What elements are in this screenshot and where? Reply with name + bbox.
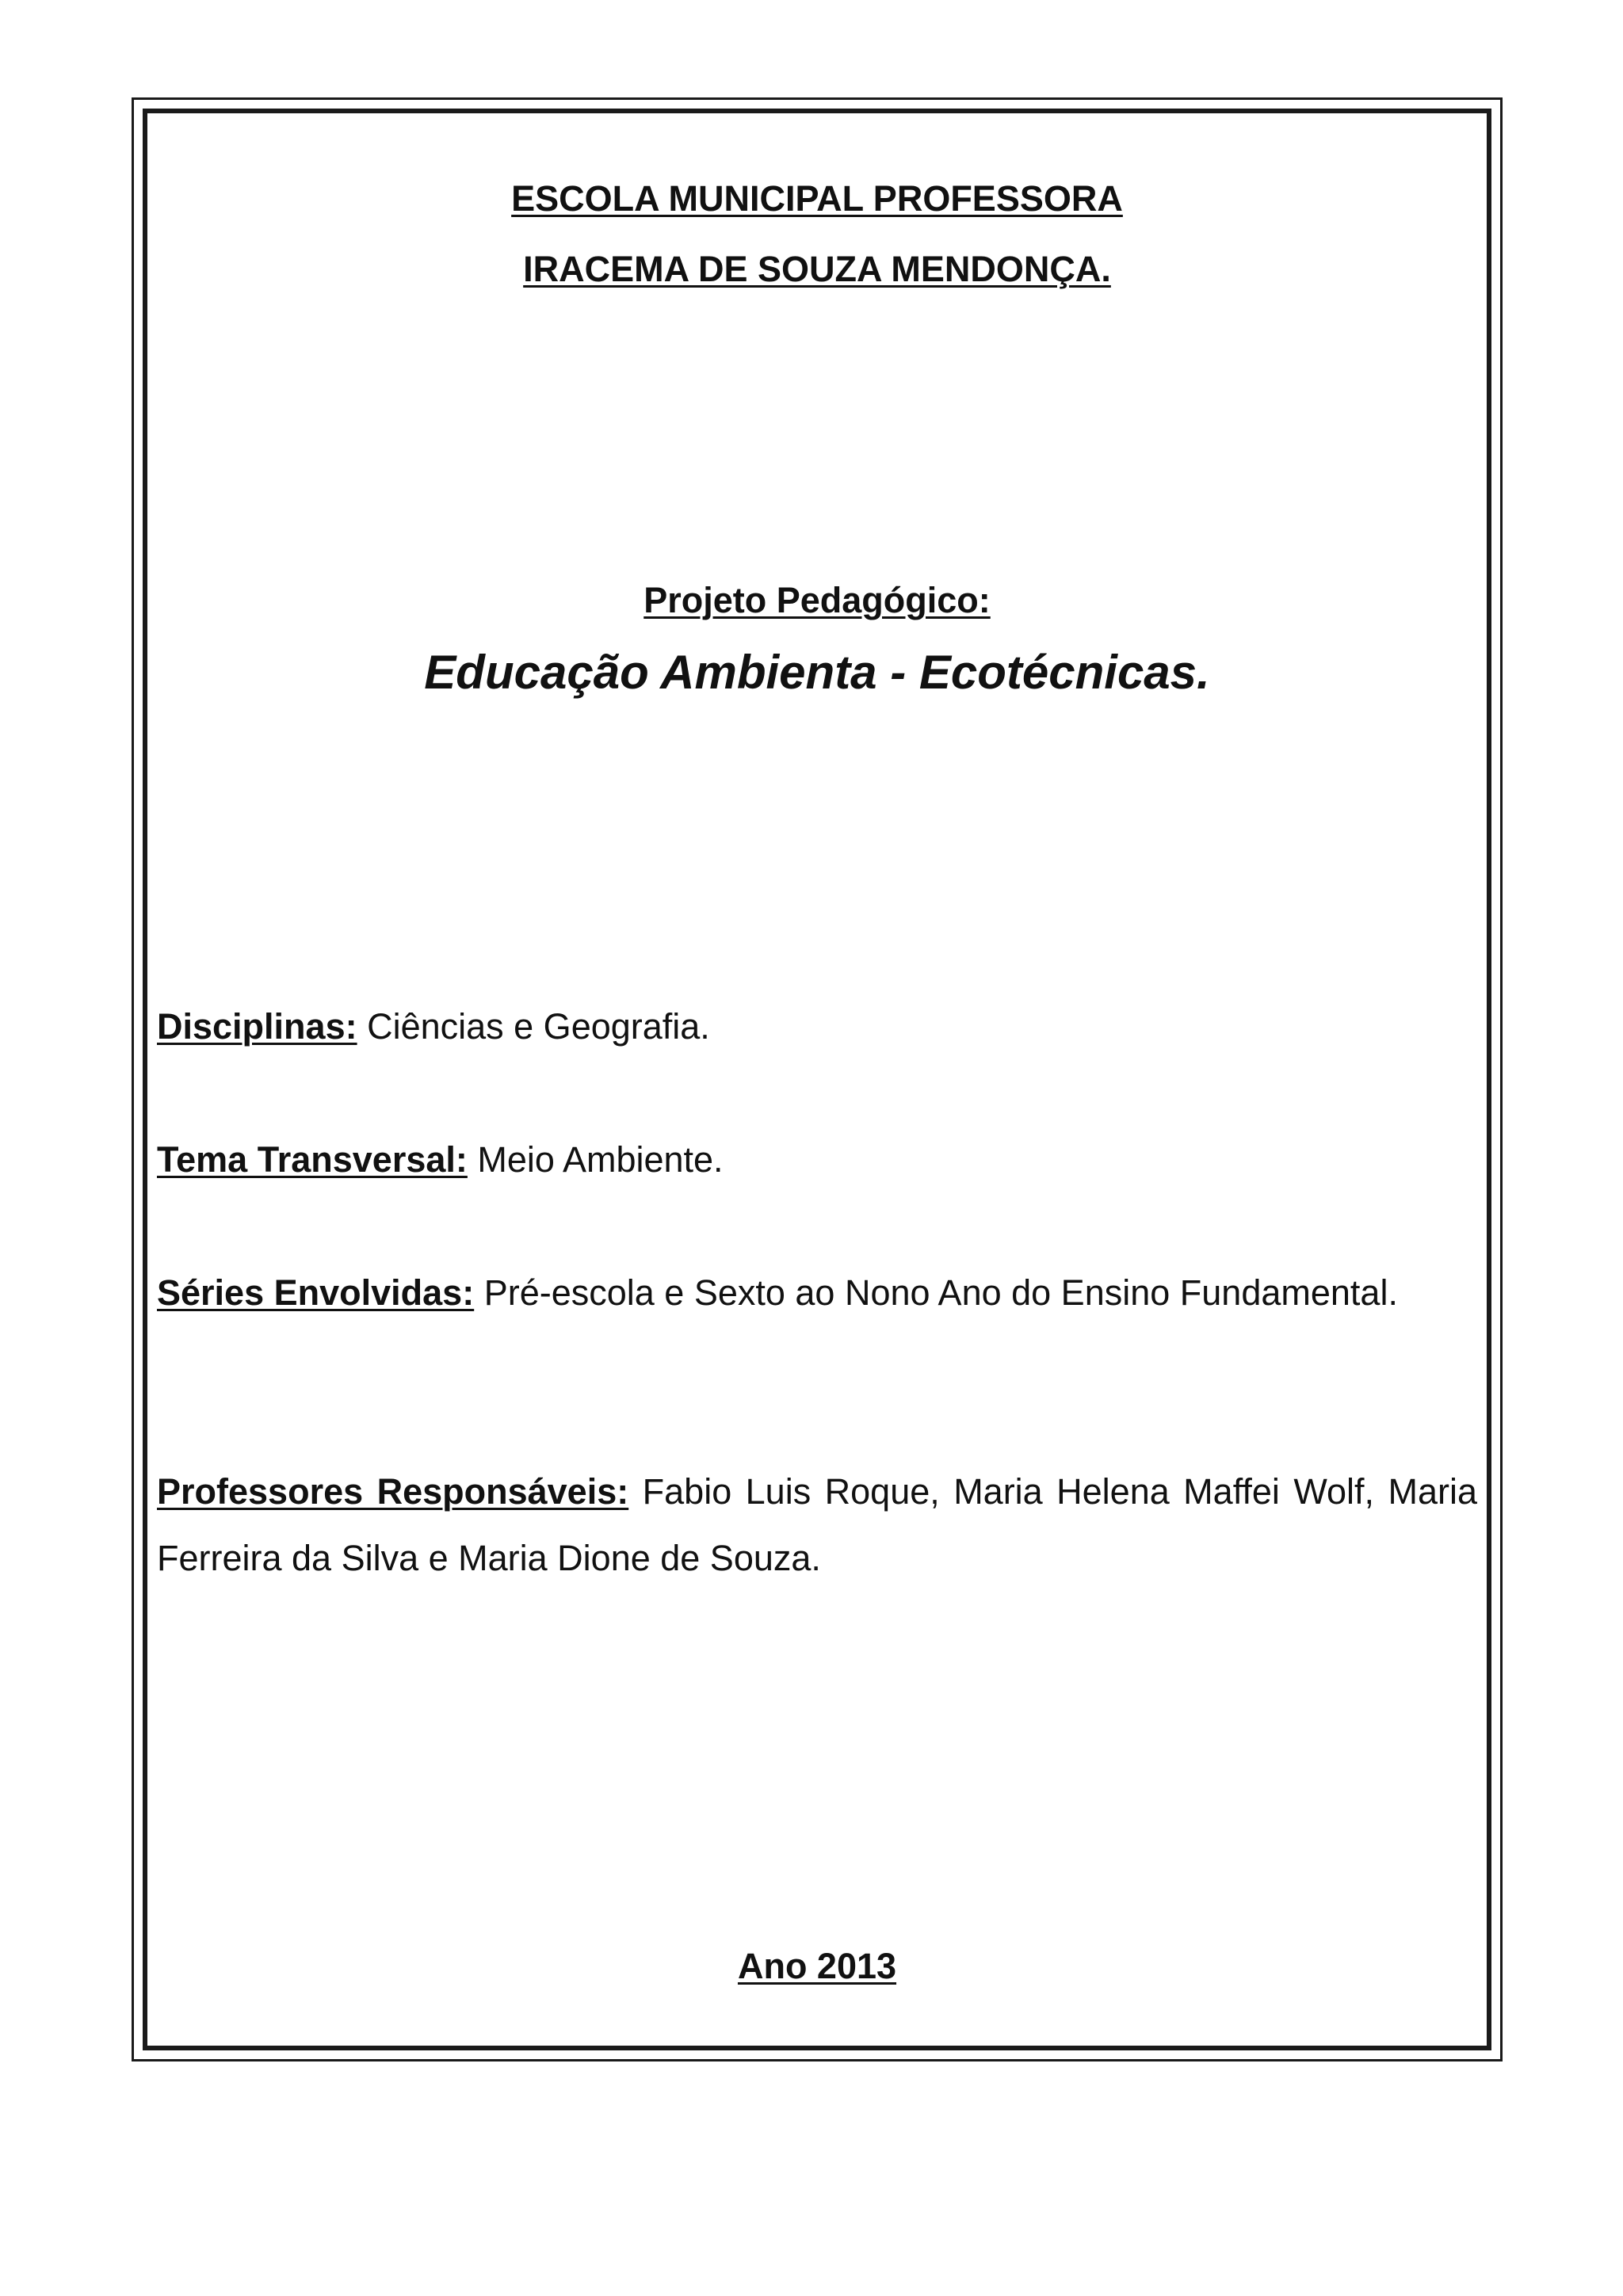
field-tema-label: Tema Transversal: <box>157 1139 468 1180</box>
field-disciplinas-label: Disciplinas: <box>157 1006 357 1047</box>
field-professores-responsaveis <box>157 1459 1477 1592</box>
project-title: Educação Ambienta - Ecotécnicas. <box>424 646 1210 699</box>
field-series-envolvidas <box>157 1260 1477 1326</box>
field-professores-label: Professores Responsáveis: <box>157 1471 629 1512</box>
page-border-inner <box>143 109 1491 2050</box>
footer-year: Ano 2013 <box>737 1946 897 1986</box>
field-disciplinas-value: Ciências e Geografia. <box>357 1006 710 1047</box>
school-name-line2: IRACEMA DE SOUZA MENDONÇA. <box>523 249 1111 289</box>
field-series-value: Pré-escola e Sexto ao Nono Ano do Ensino Fundamental. <box>474 1272 1398 1313</box>
school-name-line1: ESCOLA MUNICIPAL PROFESSORA <box>511 178 1123 219</box>
field-series-label: Séries Envolvidas: <box>157 1272 475 1313</box>
field-disciplinas <box>157 994 1477 1060</box>
field-tema-value: Meio Ambiente. <box>467 1139 724 1180</box>
project-label: Projeto Pedagógico: <box>643 580 991 620</box>
field-professores-value: Fabio Luis Roque, Maria Helena Maffei Wolf, Maria Ferreira da Silva e Maria Dione de Souza. <box>157 1471 1477 1578</box>
field-tema-transversal <box>157 1127 1477 1193</box>
